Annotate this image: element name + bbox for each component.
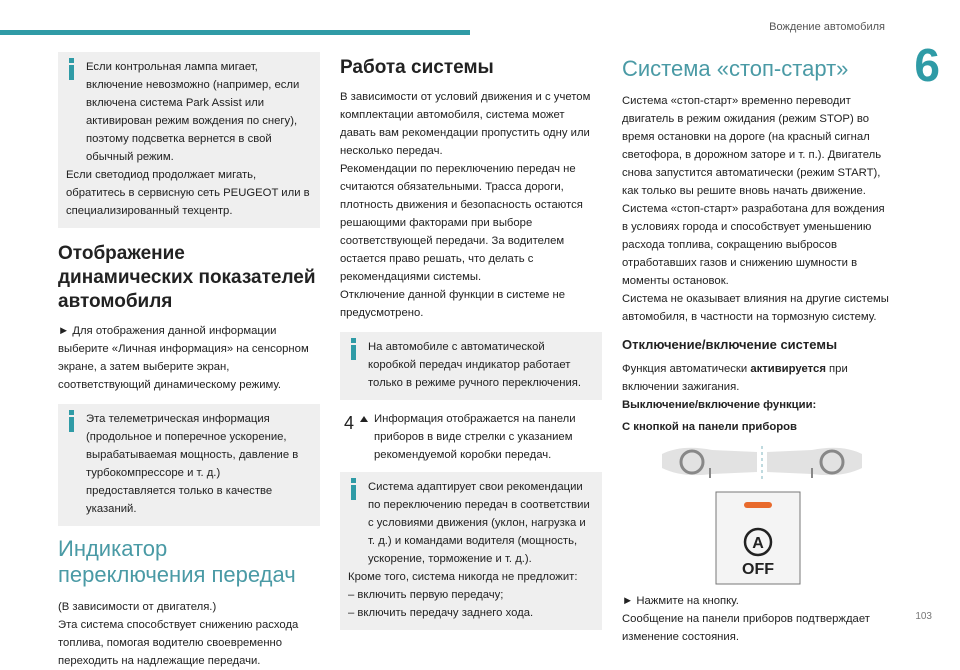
button-label-a: A — [752, 535, 764, 552]
body-text: Выключение/включение функции: — [622, 399, 817, 411]
list-item: – включить первую передачу; — [348, 589, 504, 601]
page-number: 103 — [915, 611, 932, 622]
info-box — [340, 472, 602, 630]
button-label-off: OFF — [742, 561, 774, 578]
dashboard-right-shape — [767, 448, 862, 475]
column-3 — [622, 52, 892, 646]
body-text: (В зависимости от двигателя.) — [58, 601, 217, 613]
subsection-heading: Отключение/включение системы — [622, 337, 838, 352]
column-2 — [340, 52, 602, 640]
section-heading: Отображение динамических показателей автомобиля — [58, 243, 316, 312]
svg-text:4: 4 — [344, 413, 355, 432]
subsection-heading: С кнопкой на панели приборов — [622, 421, 797, 433]
body-text: ► Для отображения данной информации выберите «Личная информация» на сенсорном экране, а затем выберите экран, соответствующий динамическому режиму. — [58, 325, 309, 391]
info-text: Эта телеметрическая информация (продольное и поперечное ускорение, вырабатываемая мощность, давление в турбокомпрессоре и т. д.) предоставляется только в качестве указаний. — [86, 413, 299, 515]
chapter-number: 6 — [914, 39, 940, 91]
body-text: ► Нажмите на кнопку. — [622, 595, 739, 607]
body-text: Информация отображается на панели приборов в виде стрелки с указанием рекомендуемой коробки передач. — [374, 413, 576, 461]
column-1 — [58, 52, 320, 670]
gear-up-arrow-icon — [342, 412, 370, 432]
dashboard-diagram — [622, 442, 892, 592]
info-icon — [344, 338, 364, 360]
body-text: Сообщение на панели приборов подтверждает изменение состояния. — [622, 613, 870, 643]
body-text: Система «стоп-старт» разработана для вождения в условиях города и способствует уменьшению расхода топлива, сокращению выбросов отработавших газов и снижению шумности в моменты остановок. — [622, 203, 885, 287]
dashboard-button-illustration — [622, 442, 892, 592]
body-text: Отключение данной функции в системе не предусмотрено. — [340, 289, 566, 319]
section-heading: Работа системы — [340, 57, 494, 78]
section-heading: Индикатор переключения передач — [58, 536, 296, 587]
info-text: Кроме того, система никогда не предложит: — [348, 571, 578, 583]
info-box — [58, 52, 320, 228]
body-text: Эта система способствует снижению расхода топлива, помогая водителю своевременно переходить на надлежащие передачи. — [58, 619, 299, 667]
header-accent-bar — [0, 30, 470, 35]
led-indicator — [744, 502, 772, 508]
info-icon — [62, 58, 82, 80]
section-heading: Система «стоп-старт» — [622, 56, 849, 81]
info-text: Если контрольная лампа мигает, включение невозможно (например, если включена система Park Assist или активирован режим вождения по снегу), поэтому подсветка вернется в свой обычный режим. — [86, 61, 300, 163]
body-text: Система не оказывает влияния на другие системы автомобиля, в частности на тормозную систему. — [622, 293, 889, 323]
body-text: Функция автоматически активируется при включении зажигания. — [622, 363, 848, 393]
info-text: Система адаптирует свои рекомендации по переключению передач в соответствии с условиями движения (уклон, нагрузка и т. д.) и командами водителя (мощность, ускорение, торможение и т. д.). — [368, 481, 590, 565]
info-box — [58, 404, 320, 526]
body-text: Рекомендации по переключению передач не считаются обязательными. Трасса дороги, плотность движения и безопасность остаются решающими факторами при выборе соответствующей передачи. За водителем остается право решать, что делать с рекомендациями системы. — [340, 163, 583, 283]
info-text: На автомобиле с автоматической коробкой передач индикатор работает только в режиме ручного переключения. — [368, 341, 582, 389]
body-text: Система «стоп-старт» временно переводит двигатель в режим ожидания (режим STOP) во время остановки на дороге (на красный сигнал светофора, в дорожном заторе и т. п.). Двигатель снова запустится автоматически (режим START), как только вы решите вновь начать движение. — [622, 95, 882, 197]
info-box — [340, 332, 602, 400]
body-text: В зависимости от условий движения и с учетом комплектации автомобиля, система может давать вам рекомендации пропустить одну или несколько передач. — [340, 91, 591, 157]
info-icon — [62, 410, 82, 432]
list-item: – включить передачу заднего хода. — [348, 607, 534, 619]
gear-indicator-row — [340, 410, 602, 464]
info-icon — [344, 478, 364, 500]
info-text: Если светодиод продолжает мигать, обратитесь в сервисную сеть PEUGEOT или в специализированный техцентр. — [66, 169, 310, 217]
section-title: Вождение автомобиля — [769, 21, 885, 33]
